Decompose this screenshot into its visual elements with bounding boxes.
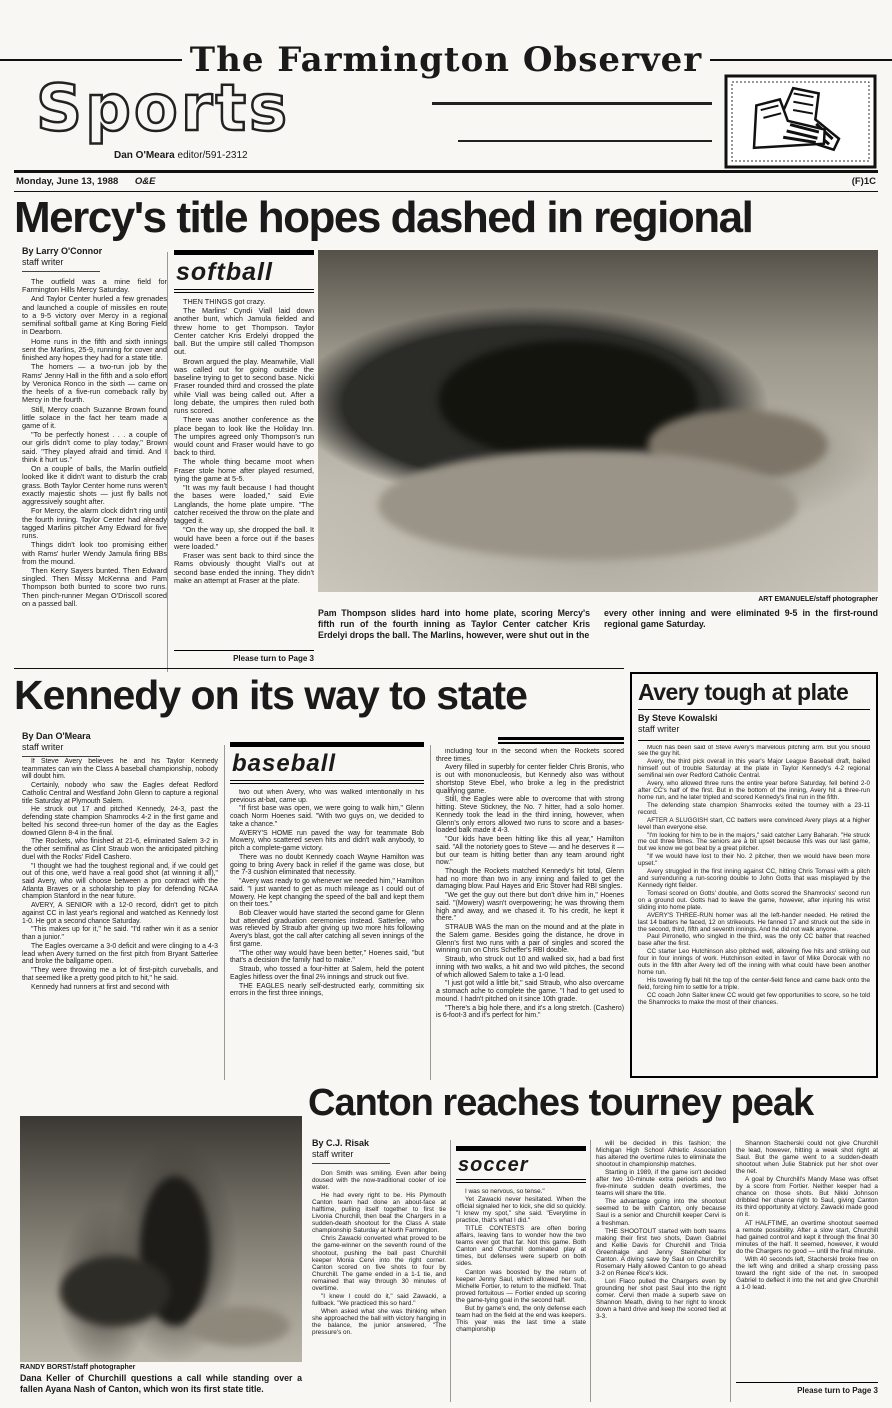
paragraph: Lori Flaco pulled the Chargers even by grounding her shot past Saul into the right corner. Cervi then made a superb save on Shannon Meath, diving to her right to knock down a hard drive and keep the scored tied at 3-3. (596, 1277, 726, 1321)
paragraph: Don Smith was smiling. Even after being doused with the now-traditional cooler of ice water. (312, 1170, 446, 1192)
paragraph: THE EAGLES nearly self-destructed early, committing six errors in the first three innings, (230, 982, 424, 998)
sneakers-icon (724, 74, 877, 169)
paragraph: Things didn't look too promising either with Rams' hurler Wendy Jamula firing BBs from the mound. (22, 540, 167, 566)
paragraph: Kennedy had runners at first and second with (31, 983, 170, 991)
byline-role: staff writer (638, 724, 680, 735)
byline-author: By C.J. Risak (312, 1138, 370, 1148)
paragraph: Shannon Stacherski could not give Churchill the lead, however, hitting a weak shot right at Saul. But the game went to a sudden-death shootout when Julie Stabnick put her shot over the net. (736, 1140, 878, 1176)
paragraph: If Steve Avery believes he and his Taylor Kennedy teammates can win the Class A baseball championship, nobody will doubt him. (22, 758, 218, 781)
soccer-caption: Dana Keller of Churchill questions a call while standing over a fallen Ayana Nash of Canton, which won its first state title. (20, 1373, 302, 1394)
paragraph: "I'm looking for him to be in the majors," said catcher Larry Baharah. "He struck me out three times. The seniors are a bit upset because this was our last game, but we know we got beat by a great pitcher. (638, 831, 870, 853)
paragraph: There was no doubt Kennedy coach Wayne Hamilton was going to bring Avery back in relief if the game was close, but the 7-3 cushion eliminated that necessity. (230, 853, 424, 877)
paragraph: AVERY'S HOME run paved the way for teammate Bob Mowery, who scattered seven hits and didn't walk anybody, to pitch a complete-game victory. (230, 829, 424, 853)
paragraph: "This makes up for it," he said. "I'd rather win it as a senior than a junior." (22, 926, 218, 942)
paragraph: He struck out 17 and pitched Kennedy, 24-3, past the defending state champion Shamrocks 4-2 in the first game and belted his second three-run homer of the day as the Eagles downed Glenn 8-4 in the final. (22, 806, 218, 837)
canton-column-2 (456, 1146, 586, 1404)
paragraph: Still, the Eagles were able to overcome that with strong hitting. Steve Stickney, the No. 7 hitter, had a solo homer. Kennedy took the lead in the third inning, however, when Glenn's only errors allowed two runs to score and a bases-loaded balk made it 4-3. (436, 796, 624, 835)
paragraph: "To be perfectly honest . . . a couple of our girls didn't come to play today," Brown said. "They played afraid and timid. And I think it hurt us." (22, 430, 167, 464)
divider-rule (14, 191, 878, 192)
paragraph: CC starter Leo Hutchinson also pitched well, allowing five hits and striking out four in four innings of work. Hutchinson exited in favor of Mike Dorocak with no outs in the fifth after Avery led off the inning with what could have been another home run. (638, 948, 870, 977)
kennedy-column-3 (436, 748, 624, 1080)
mercy-column-2 (174, 250, 314, 648)
newspaper-title: The Farmington Observer (189, 40, 703, 80)
paragraph: Canton was boosted by the return of keeper Jenny Saul, which allowed her sub, Michelle Fortier, to return to the midfield. That proved fortuitous — Fortier ended up scoring the game-tying goal in the second half. (456, 1268, 586, 1304)
paragraph: "I just got wild a little bit," said Straub, who also overcame a stomach ache to complete the game. "I had to get used to mound. I hadn't pitched on it since 10th grade. (436, 980, 624, 1003)
byline-author: By Dan O'Meara (22, 731, 91, 741)
paragraph: "It was my fault because I had thought the bases were loaded," said Evie Langlands, the home plate umpire. "The catcher received the throw on the plate and tagged it. (174, 483, 314, 526)
paragraph: The outfield was a mine field for Farmington Hills Mercy Saturday. (22, 278, 167, 295)
paragraph: "If first base was open, we were going to walk him," Glenn coach Norm Hoenes said. "With two guys on, we decided to take a chance." (230, 805, 424, 828)
softball-section-label: softball (174, 250, 314, 293)
kennedy-byline (22, 731, 100, 757)
canton-column-1 (312, 1170, 446, 1406)
mercy-headline: Mercy's title hopes dashed in regional (14, 193, 753, 242)
mercy-column-1 (22, 278, 167, 673)
paragraph: Brown argued the play. Meanwhile, Viall was called out for going outside the baseline trying to get to second base. Nicki Fraser rounded third and crossed the plate while Viall was being called out. After a long debate, the umpires then ruled both runs scored. (174, 356, 314, 416)
masthead-rule-left (0, 59, 182, 61)
paragraph: AFTER A SLUGGISH start, CC batters were convinced Avery plays at a higher level than everyone else. (638, 816, 870, 831)
paragraph: Home runs in the fifth and sixth innings sent the Marlins, 25-9, running for cover and finished any hopes they had for a state title. (22, 336, 167, 363)
paragraph: AT HALFTIME, an overtime shootout seemed a remote possibility. After a slow start, Churchill had gained control and kept it through the final 30 minutes of the half. It seemed, however, it would do the Chargers no good — until the final minute. (736, 1219, 878, 1255)
paragraph: Paul Pirronello, who singled in the third, was the only CC batter that reached base after the first. (638, 933, 870, 948)
paragraph: The Rockets, who finished at 21-6, eliminated Salem 3-2 in the other semifinal as Clint Straub won the anticipated pitching duel with the Rocks' Fidell Cashero. (22, 838, 218, 861)
dateline (16, 176, 876, 187)
kennedy-column-2-text (230, 789, 424, 999)
date-text: Monday, June 13, 1988 (16, 176, 119, 187)
paragraph: Chris Zawacki converted what proved to be the game-winner on the seventh round of the shootout, pushing the ball past Churchill keeper Monia Cervi into the right corner. Canton scored on five shots to four by Churchill. The game ended in a 1-1 tie, and remained that way through 30 minutes of overtime. (312, 1235, 446, 1292)
paragraph: "If we would have lost to their No. 2 pitcher, then we would have been more upset." (638, 853, 870, 868)
divider-rule (14, 668, 624, 669)
photo-credit: ART EMANUELE/staff photographer (758, 596, 878, 603)
paragraph: Though the Rockets matched Kennedy's hit total, Glenn had no more than two in any inning and failed to get the damaging blow. Paul Hayes and Eric Stover had RBI singles. (436, 868, 624, 891)
page-number: (F)1C (851, 176, 876, 187)
paragraph: Straub, who tossed a four-hitter at Salem, held the potent Eagles hitless over the final 2⅔ innings and struck out five. (230, 966, 424, 981)
editor-line (114, 150, 248, 161)
paragraph: A goal by Churchill's Mandy Mase was offset by a score from Fortier. Neither keeper had a chance on those shots. But Nikki Johnson dribbled her chance right to Saul, giving Canton its third opportunity at victory. Zawacki made good on it. (736, 1176, 878, 1219)
section-title: Sports (36, 72, 291, 146)
paragraph: including four in the second when the Rockets scored three times. (436, 748, 624, 763)
byline-role: staff writer (22, 257, 100, 271)
paragraph: "The other way would have been better," Hoenes said, "but that's a decision the family had to make." (230, 949, 424, 965)
kennedy-column-2 (230, 742, 424, 1080)
paragraph: "We get the guy out there but don't drive him in," Hoenes said. "(Mowery) wasn't overpowering; he was throwing them high and away, and we chased it. To his credit, he kept it there." (436, 892, 624, 923)
paragraph: The Eagles overcame a 3-0 deficit and were clinging to a 4-3 lead when Avery turned on the first pitch from Bryant Satterlee and broke the ballgame open. (22, 942, 218, 966)
canton-continuation: Please turn to Page 3 (736, 1382, 878, 1395)
avery-headline: Avery tough at plate (638, 679, 870, 710)
soccer-section-label: soccer (456, 1146, 586, 1183)
mercy-continuation: Please turn to Page 3 (174, 650, 314, 663)
paragraph: He had every right to be. His Plymouth Canton team had done an about-face at halftime, pulling itself together to first tie Livonia Churchill, then beat the Chargers in a sudden-death shootout for the Class A state championship Saturday at North Farmington. (312, 1192, 446, 1235)
editor-contact: editor/591-2312 (177, 150, 248, 161)
paragraph: CC coach John Salter knew CC would get few opportunities to score, so he told the Shamrocks to make the most of their chances. (638, 991, 870, 1006)
paragraph: TITLE CONTESTS are often boring affairs, leaving fans to wonder how the two teams ever got that far. Not this game. Both Canton and Churchill dominated play at times, but defenses were superb on both sides. (456, 1225, 586, 1268)
paragraph: AVERY'S THREE-RUN homer was all the left-hander needed. He retired the last 14 batters he faced, 12 on strikeouts. He fanned 17 and struck out the side in the second, third, fifth and seventh innings. And he did not walk anyone. (638, 911, 870, 933)
avery-byline (638, 713, 870, 741)
paragraph: "I knew I could do it," said Zawacki, a fullback. "We practiced this so hard." (312, 1292, 446, 1307)
paragraph: The homers — a two-run job by the Rams' Jenny Hall in the fifth and a solo effort by Veronica Ronco in the sixth — came on the heels of a five-run comeback rally by Mercy in the fourth. (22, 362, 167, 405)
paragraph: THE SHOOTOUT started with both teams making their first two shots, Dawn Gabriel and Kellie Davis for Churchill and Tricia Greenhalge and Jenny Steinhebel for Canton. A diving save by Saul on Churchill's Rosemary Hally allowed Canton to go ahead 3-2 on Renee Rice's kick. (596, 1227, 726, 1277)
paragraph: Avery filled in superbly for center fielder Chris Bronis, who is out with mononucleosis, but Kennedy also was without shortstop Steve Ebel, who broke a leg in the predistrict qualifying game. (436, 764, 624, 795)
column-rule (430, 745, 431, 1080)
paragraph: Starting in 1989, if the game isn't decided after two 10-minute extra periods and two five-minute sudden death overtimes, the teams will share the title. (596, 1169, 726, 1198)
paragraph: two out when Avery, who was walked intentionally in his previous at-bat, came up. (230, 789, 424, 804)
canton-headline: Canton reaches tourney peak (308, 1082, 814, 1124)
mercy-byline (22, 246, 102, 272)
paragraph: will be decided in this fashion; the Michigan High School Athletic Association has altered the overtime rules to eliminate the shootout in championship matches. (596, 1140, 726, 1169)
paragraph: There was another conference as the place began to look like the Holiday Inn. The umpires agreed only Thompson's run would count and Fraser would have to go back to third. (174, 415, 314, 458)
paragraph: STRAUB WAS the man on the mound and at the plate in the Salem game. Besides going the distance, he drove in Glenn's first two runs with a pair of singles and scored the winning run on Chris Scheffer's RBI double. (436, 924, 624, 955)
avery-body (638, 745, 870, 1008)
byline-author: By Larry O'Connor (22, 246, 103, 256)
column-rule (450, 1140, 451, 1402)
paragraph: AVERY, A SENIOR with a 12-0 record, didn't get to pitch against CC in last year's regional and watched as Kennedy lost 1-0. He got a second chance Saturday. (22, 902, 218, 925)
paragraph: THEN THINGS got crazy. (183, 298, 266, 306)
paragraph: Avery, who allowed three runs the entire year before Saturday, fell behind 2-0 after CC's half of the first. But in the bottom of the inning, Avery hit a three-run home run, and he later tripled and scored Kennedy's final run in the fifth. (638, 780, 870, 801)
paragraph: The advantage going into the shootout seemed to be with Canton, only because Saul is a senior and Churchill keeper Cervi is a freshman. (596, 1198, 726, 1227)
paragraph: "There's a big hole there, and it's a long stretch. (Cashero) is 6-foot-3 and it's perfect for him." (436, 1004, 624, 1020)
paragraph: With 40 seconds left, Stacherski broke free on the left wing and drilled a sharp crossing pass toward the right side of the net. In swooped Gabriel to deflect it into the net and give Churchill a 1-0 lead. (736, 1255, 878, 1291)
paragraph: Still, Mercy coach Suzanne Brown found little solace in the fact her team made a game of it. (22, 404, 167, 430)
paragraph: And Taylor Center hurled a few grenades and launched a couple of missiles en route to a 9-5 victory over Mercy in a regional semifinal softball game at King Boring Field in Dearborn. (22, 294, 167, 337)
mercy-column-2-text (174, 298, 314, 586)
paragraph: Then Kerry Sayers bunted. Then Edward singled. Then Missy McKenna and Pam Thompson both bunted to score two runs. Then pinch-runner Megan O'Driscoll scored on a passed ball. (22, 565, 167, 608)
paragraph: Straub, who struck out 10 and walked six, had a bad first inning with two walks, a hit and two wild pitches, the second of which allowed Salem to take a 1-0 lead. (436, 956, 624, 979)
paragraph: The Marlins' Cyndi Viall laid down another bunt, which Jamula fielded and threw home to get Thompson. Taylor Center catcher Kris Erdelyi dropped the ball. But the umpire still called Thompson out. (174, 306, 314, 357)
paragraph: Fraser was sent back to third since the Rams obviously thought Viall's out at second base ended the inning. They didn't make an attempt at Fraser at the plate. (174, 551, 314, 585)
paragraph: But by game's end, the only defense each team had on the field at the end was keepers. This year was the last time a state championship (456, 1304, 586, 1333)
paragraph: When asked what she was thinking when she approached the ball with victory hanging in the balance, the junior answered, "The pressure's on. (312, 1307, 446, 1337)
photo-credit: RANDY BORST/staff photographer (20, 1364, 136, 1371)
kennedy-column-1 (22, 758, 218, 1080)
baseball-section-label: baseball (230, 742, 424, 784)
paragraph: "Our kids have been hitting like this all year," Hamilton said. "All the notoriety goes to Steve — and he deserves it — but our team is hitting better than any team around right now." (436, 836, 624, 867)
avery-sidebar (630, 672, 878, 1078)
column-rule (167, 252, 168, 672)
paragraph: "They were throwing me a lot of first-pitch curveballs, and that seemed like a pretty good pitch to hit," he said. (22, 967, 218, 982)
paragraph: Bob Cleaver would have started the second game for Glenn but attended graduation ceremonies instead. Satterlee, who was relieved by Straub after giving up two more hits following Avery's blast, got the call after catching all seven innings of the first game. (230, 910, 424, 948)
paragraph: "Avery was ready to go whenever we needed him," Hamilton said. "I just wanted to get as much mileage as I could out of Mowery. He kept changing the speed of the ball and kept them on their toes." (230, 878, 424, 909)
divider-rule (14, 170, 878, 173)
decorative-rule (498, 737, 624, 744)
paragraph: "On the way up, she dropped the ball. It would have been a force out if the bases were loaded." (174, 525, 314, 551)
byline-role: staff writer (312, 1149, 390, 1163)
paragraph: Certainly, nobody who saw the Eagles defeat Redford Catholic Central and Westland John Glenn to capture a regional title Saturday at Plymouth Salem. (22, 782, 218, 805)
byline-author: By Steve Kowalski (638, 713, 718, 723)
paragraph: Tomasi scored on Gotts' double, and Gotts scored the Shamrocks' second run on a ground out. Gotts had to leave the game, however, after injuring his wrist sliding into home plate. (638, 889, 870, 911)
paragraph: I was so nervous, so tense." (465, 1188, 545, 1195)
softball-action-photo (318, 250, 878, 592)
paragraph: Yet Zawacki never hesitated. When the official signaled her to kick, she did so quickly. "I knew my spot," she said. "Everytime in practice, that's what I did." (456, 1196, 586, 1225)
paragraph: The defending state champion Shamrocks exited the tourney with a 23-11 record. (638, 801, 870, 816)
paragraph: The whole thing became moot when Fraser stole home after played resumed, tying the game at 5-5. (174, 457, 314, 483)
photo-ground (378, 450, 798, 560)
paragraph: Much has been said of Steve Avery's marvelous pitching arm. But you should see the guy hit. (638, 744, 870, 758)
kennedy-headline: Kennedy on its way to state (14, 672, 527, 718)
masthead-rule-right (710, 59, 892, 61)
canton-column-2-text (456, 1188, 586, 1334)
softball-caption-col2: every other inning and were eliminated 9-5 in the first-round regional game Saturday. (604, 608, 878, 629)
divider-rule (458, 140, 712, 142)
paragraph: For Mercy, the alarm clock didn't ring until the fourth inning. Taylor Center had already tagged Marlins pitcher Amy Edward for five runs. (22, 506, 167, 541)
divider-rule (432, 102, 712, 105)
paragraph: Avery, the third pick overall in this year's Major League Baseball draft, bailed himself out of trouble Saturday at the plate in Taylor Kennedy's 4-2 regional semifinal win over Redford Catholic Central. (638, 758, 870, 780)
softball-caption-col1: Pam Thompson slides hard into home plate, scoring Mercy's fifth run of the fourth inning as Taylor Center catcher Kris Erdelyi drops the ball. The Marlins, however, were shut out in the (318, 608, 590, 640)
byline-role: staff writer (22, 742, 100, 756)
paragraph: Avery struggled in the first inning against CC, hitting Chris Tomasi with a pitch and surrenduring a run-scoring double to John Gotts that was misplayed by the Kennedy right fielder. (638, 868, 870, 890)
canton-column-3 (596, 1140, 726, 1404)
photo-ground (190, 1306, 290, 1346)
canton-column-4 (736, 1140, 878, 1378)
paragraph: "I thought we had the toughest regional and, if we could get out of this one, we'd have a real good shot (at winning it all)," said Avery, who will choose between a pro contract with the Atlanta Braves or a scholarship to play for defending NCAA champion Stanford in the near future. (22, 862, 218, 901)
column-rule (590, 1140, 591, 1402)
paragraph: His towering fly ball hit the top of the center-field fence and came back onto the field, forcing him to settle for a triple. (638, 977, 870, 991)
canton-byline (312, 1138, 390, 1164)
editor-name: Dan O'Meara (114, 150, 175, 161)
edition-label: O&E (134, 176, 156, 187)
paragraph: On a couple of balls, the Marlin outfield looked like it didn't want to disturb the crab grass. Both Taylor Center home runs weren't exactly majestic shots — just fly balls not aggressively sought after. (22, 464, 167, 507)
column-rule (730, 1140, 731, 1402)
sneakers-illustration (724, 74, 877, 169)
column-rule (224, 745, 225, 1080)
soccer-photo (20, 1116, 302, 1362)
photo-figure (60, 1256, 170, 1326)
